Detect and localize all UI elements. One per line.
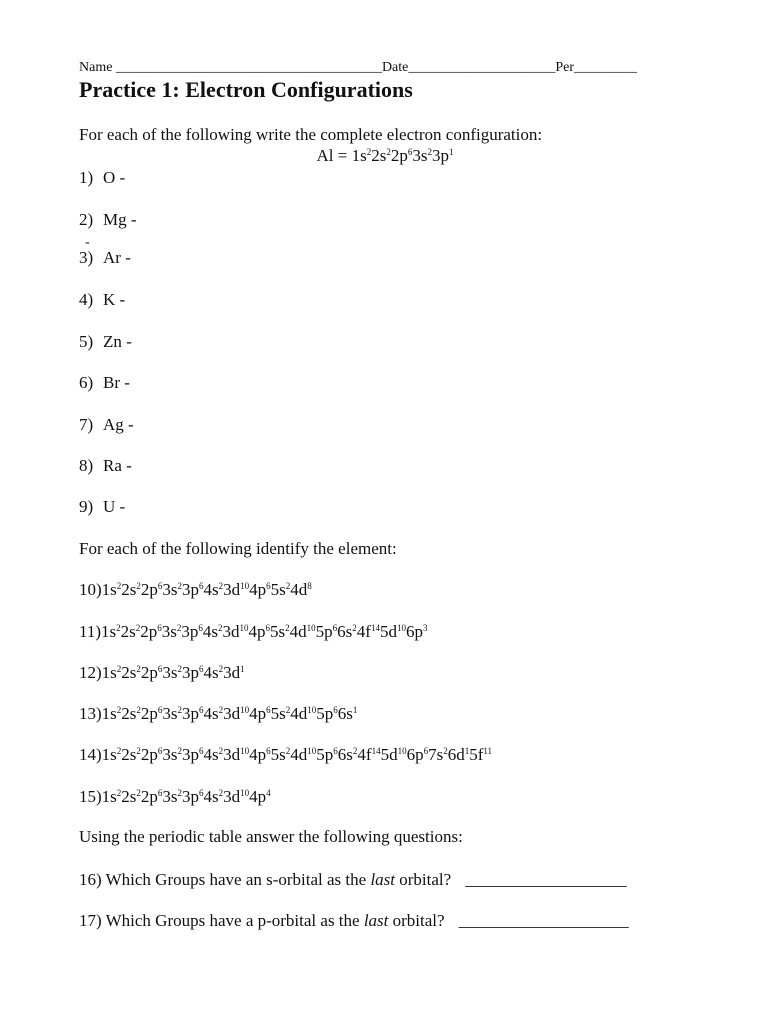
orbital-term: 5s — [270, 745, 286, 764]
orbital-term: 3d — [223, 787, 241, 806]
electron-count: 6 — [333, 705, 338, 715]
orbital-term: 3s — [162, 704, 178, 723]
orbital-term: 4p — [248, 622, 266, 641]
question-number: 14) — [79, 745, 102, 764]
orbital-term: 4s — [203, 787, 219, 806]
electron-count: 6 — [157, 788, 163, 798]
electron-count: 2 — [285, 705, 291, 715]
orbital-term: 2s — [121, 663, 137, 682]
electron-count: 6 — [199, 788, 204, 798]
example-configuration — [0, 146, 770, 166]
electron-count: 10 — [307, 746, 317, 756]
question-item — [79, 415, 134, 435]
electron-count: 2 — [177, 664, 183, 674]
per-label: Per — [555, 60, 575, 75]
question-item — [79, 332, 132, 352]
orbital-term: 3s — [412, 146, 428, 165]
orbital-term: 1s — [101, 787, 117, 806]
electron-count: 10 — [240, 746, 250, 756]
orbital-term: 6s — [337, 745, 353, 764]
question-text: O - — [103, 168, 126, 187]
electron-count: 2 — [116, 664, 122, 674]
configuration-question — [79, 622, 427, 642]
question-text: orbital? — [388, 911, 445, 930]
orbital-term: 2p — [140, 745, 158, 764]
electron-count: 10 — [240, 705, 250, 715]
orbital-term: 4d — [290, 704, 308, 723]
electron-count: 6 — [157, 705, 163, 715]
orbital-term: 5s — [270, 580, 286, 599]
electron-count: 6 — [199, 705, 204, 715]
electron-count: 6 — [157, 664, 163, 674]
electron-count: 1 — [448, 147, 454, 157]
electron-count: 2 — [136, 746, 141, 756]
orbital-term: 1s — [101, 622, 117, 641]
orbital-term: 1s — [351, 146, 367, 165]
electron-count: 6 — [423, 746, 429, 756]
name-blank: ______________________________________ — [115, 60, 382, 75]
orbital-term: 5d — [379, 622, 397, 641]
orbital-term: 3s — [161, 622, 177, 641]
orbital-term: 4s — [203, 704, 219, 723]
question-text: U - — [103, 497, 126, 516]
electron-count: 6 — [198, 623, 203, 633]
configuration-question — [79, 787, 271, 807]
question-text: Ar - — [103, 248, 131, 267]
electron-count: 6 — [199, 581, 204, 591]
group-question — [79, 911, 629, 931]
electron-count: 10 — [396, 623, 406, 633]
electron-count: 2 — [218, 664, 224, 674]
orbital-term: 6d — [447, 745, 465, 764]
electron-count: 10 — [306, 623, 316, 633]
electron-count: 14 — [370, 623, 380, 633]
orbital-term: 1s — [101, 580, 117, 599]
section3-instruction: Using the periodic table answer the following questions: — [79, 827, 463, 846]
electron-count: 2 — [176, 623, 182, 633]
orbital-term: 3p — [182, 745, 200, 764]
orbital-term: 3d — [223, 704, 241, 723]
electron-count: 6 — [157, 581, 163, 591]
orbital-term: 3p — [182, 787, 200, 806]
date-label: Date — [381, 60, 409, 75]
section2-instruction: For each of the following identify the element: — [79, 539, 397, 558]
orbital-term: 2s — [120, 622, 136, 641]
electron-count: 2 — [352, 623, 357, 633]
electron-count: 10 — [240, 581, 250, 591]
question-item — [79, 456, 132, 476]
question-item — [79, 497, 125, 517]
orbital-term: 2p — [140, 704, 158, 723]
configuration-question — [79, 745, 492, 765]
orbital-term: 3p — [182, 663, 200, 682]
question-number: 9) — [79, 497, 94, 516]
question-text: Ag - — [103, 415, 134, 434]
orbital-term: 3p — [181, 622, 199, 641]
electron-count: 2 — [136, 705, 141, 715]
electron-count: 2 — [443, 746, 448, 756]
orbital-term: 2s — [371, 146, 387, 165]
electron-count: 2 — [177, 746, 183, 756]
orbital-term: 6p — [405, 622, 423, 641]
orbital-term: 4f — [356, 622, 371, 641]
question-text: Br - — [103, 373, 130, 392]
orbital-term: 4p — [249, 745, 267, 764]
electron-count: 2 — [116, 623, 121, 633]
orbital-term: 5p — [316, 704, 334, 723]
electron-count: 2 — [116, 746, 122, 756]
orbital-term: 6s — [337, 704, 353, 723]
electron-count: 2 — [366, 147, 372, 157]
orbital-term: 4d — [289, 622, 307, 641]
electron-count: 2 — [427, 147, 432, 157]
question-item — [79, 168, 125, 188]
electron-count: 1 — [240, 664, 245, 674]
question-text: K - — [103, 290, 126, 309]
electron-count: 2 — [177, 788, 183, 798]
electron-count: 2 — [218, 788, 224, 798]
orbital-term: 5s — [270, 622, 286, 641]
orbital-term: 4p — [249, 704, 267, 723]
electron-count: 2 — [218, 581, 224, 591]
electron-count: 6 — [266, 705, 271, 715]
stray-dash-mark: - — [85, 235, 90, 250]
emphasis-text: last — [370, 870, 396, 889]
orbital-term: 2p — [140, 787, 158, 806]
question-number: 6) — [79, 373, 94, 392]
question-item — [79, 290, 125, 310]
electron-count: 2 — [136, 581, 141, 591]
question-text: Ra - — [103, 456, 132, 475]
orbital-term: 4s — [202, 622, 219, 641]
electron-count: 14 — [371, 746, 381, 756]
electron-count: 6 — [332, 623, 338, 633]
page-title: Practice 1: Electron Configurations — [79, 77, 413, 102]
electron-count: 2 — [177, 581, 183, 591]
electron-count: 10 — [397, 746, 407, 756]
answer-blank[interactable]: ___________________ — [465, 870, 627, 889]
electron-count: 6 — [266, 746, 271, 756]
orbital-term: 2s — [121, 580, 137, 599]
electron-count: 8 — [307, 581, 312, 591]
electron-count: 1 — [352, 705, 358, 715]
orbital-term: 3s — [162, 580, 178, 599]
orbital-term: 2s — [121, 745, 137, 764]
example-element: Al = — [316, 146, 352, 165]
answer-blank[interactable]: ____________________ — [458, 911, 629, 930]
question-number: 12) — [79, 663, 102, 682]
question-number: 15) — [79, 787, 102, 806]
orbital-term: 7s — [428, 745, 444, 764]
electron-count: 1 — [464, 746, 470, 756]
question-number: 11) — [79, 622, 102, 641]
electron-count: 3 — [422, 623, 428, 633]
name-label: Name — [79, 60, 113, 75]
electron-count: 6 — [157, 623, 162, 633]
date-blank: _____________________ — [408, 60, 556, 75]
question-text: orbital? — [395, 870, 452, 889]
example-orbitals — [352, 146, 454, 165]
electron-count: 2 — [135, 623, 141, 633]
orbital-term: 3p — [182, 580, 200, 599]
orbital-term: 4d — [290, 745, 308, 764]
question-item — [79, 373, 130, 393]
orbital-term: 1s — [101, 704, 117, 723]
orbital-term: 3d — [223, 745, 241, 764]
question-number: 2) — [79, 210, 94, 229]
electron-count: 2 — [136, 788, 141, 798]
orbital-term: 3d — [222, 622, 240, 641]
electron-count: 10 — [239, 623, 249, 633]
question-number: 4) — [79, 290, 94, 309]
electron-count: 6 — [157, 746, 163, 756]
electron-count: 2 — [177, 705, 183, 715]
question-text: Mg - — [103, 210, 137, 229]
electron-count: 2 — [218, 746, 224, 756]
worksheet-header — [79, 60, 637, 76]
electron-count: 4 — [266, 788, 271, 798]
orbital-term: 3s — [162, 745, 178, 764]
electron-count: 2 — [285, 581, 291, 591]
electron-count: 6 — [199, 664, 204, 674]
electron-count: 6 — [333, 746, 338, 756]
electron-count: 11 — [483, 746, 493, 756]
orbital-term: 2p — [140, 622, 158, 641]
orbital-term: 4d — [290, 580, 308, 599]
orbital-term: 3d — [223, 580, 241, 599]
question-item — [79, 248, 131, 268]
orbital-term: 2p — [390, 146, 408, 165]
orbital-term: 4p — [249, 580, 267, 599]
orbital-term: 2s — [121, 787, 137, 806]
electron-count: 2 — [116, 705, 122, 715]
question-number: 8) — [79, 456, 94, 475]
electron-count: 2 — [116, 581, 122, 591]
emphasis-text: last — [363, 911, 389, 930]
question-number: 7) — [79, 415, 94, 434]
orbital-term: 3s — [162, 787, 178, 806]
question-number: 1) — [79, 168, 94, 187]
orbital-term: 5p — [315, 622, 333, 641]
electron-count: 2 — [285, 746, 291, 756]
electron-count: 6 — [266, 581, 271, 591]
orbital-term: 6s — [337, 622, 353, 641]
electron-count: 6 — [265, 623, 271, 633]
orbital-term: 4f — [357, 745, 372, 764]
section1-instruction: For each of the following write the complete electron configuration: — [79, 125, 543, 144]
group-question — [79, 870, 627, 890]
electron-count: 2 — [136, 664, 141, 674]
electron-count: 2 — [116, 788, 122, 798]
orbital-term: 1s — [101, 663, 117, 682]
electron-count: 2 — [386, 147, 391, 157]
question-number: 5) — [79, 332, 94, 351]
question-number: 3) — [79, 248, 94, 267]
orbital-term: 6p — [406, 745, 424, 764]
orbital-term: 5s — [270, 704, 286, 723]
orbital-term: 2s — [121, 704, 137, 723]
orbital-term: 4s — [203, 663, 219, 682]
configuration-question — [79, 580, 312, 600]
electron-count: 6 — [407, 147, 413, 157]
electron-count: 6 — [199, 746, 204, 756]
orbital-term: 1s — [101, 745, 117, 764]
electron-count: 2 — [218, 623, 223, 633]
orbital-term: 2p — [140, 663, 158, 682]
orbital-term: 4s — [203, 580, 219, 599]
question-text: 17) Which Groups have a p-orbital as the — [79, 911, 364, 930]
electron-count: 2 — [218, 705, 224, 715]
orbital-term: 4s — [203, 745, 219, 764]
electron-count: 10 — [240, 788, 250, 798]
electron-count: 2 — [285, 623, 290, 633]
orbital-term: 4p — [249, 787, 267, 806]
configuration-question — [79, 663, 245, 683]
orbital-term: 2p — [140, 580, 158, 599]
orbital-term: 5f — [469, 745, 484, 764]
electron-count: 10 — [307, 705, 317, 715]
orbital-term: 3s — [162, 663, 178, 682]
per-blank: _________ — [574, 60, 638, 75]
orbital-term: 5d — [380, 745, 398, 764]
question-number: 10) — [79, 580, 102, 599]
configuration-question — [79, 704, 357, 724]
question-text: 16) Which Groups have an s-orbital as the — [79, 870, 371, 889]
question-number: 13) — [79, 704, 102, 723]
orbital-term: 5p — [316, 745, 334, 764]
electron-count: 2 — [352, 746, 358, 756]
orbital-term: 3p — [431, 146, 449, 165]
question-item — [79, 210, 137, 230]
question-text: Zn - — [103, 332, 132, 351]
orbital-term: 3p — [182, 704, 200, 723]
orbital-term: 3d — [223, 663, 241, 682]
